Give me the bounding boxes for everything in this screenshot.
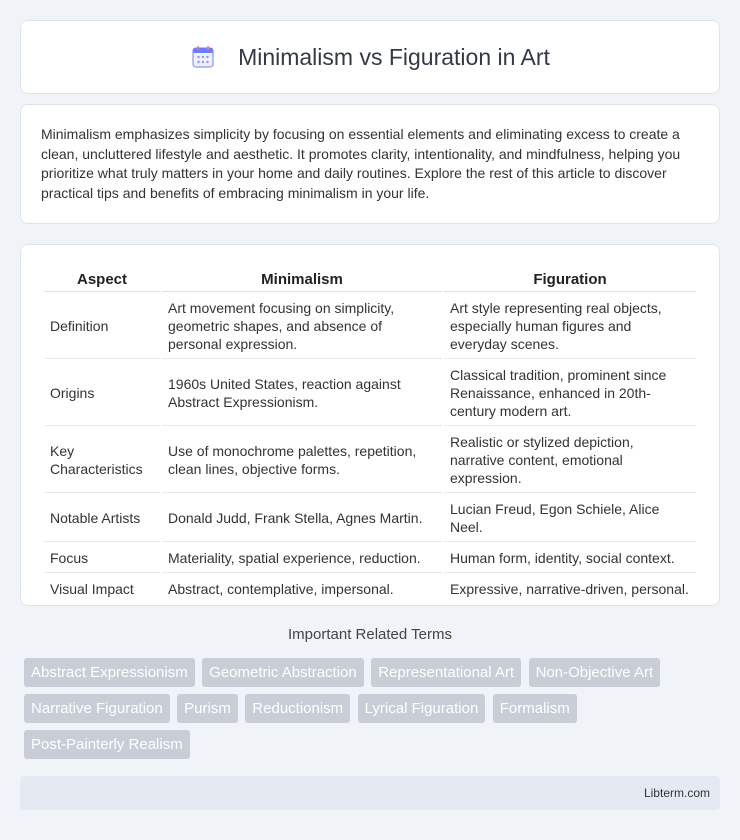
aspect-cell: Origins (44, 361, 160, 426)
table-row (44, 428, 696, 493)
tag-formalism[interactable]: Formalism (493, 694, 577, 723)
aspect-cell: Visual Impact (50, 581, 134, 597)
header-card (20, 20, 720, 94)
header-minimalism: Minimalism (162, 267, 442, 292)
footer (20, 776, 720, 810)
intro-text: Minimalism emphasizes simplicity by focusing on essential elements and eliminating excess to create a clean, uncluttered lifestyle and aesthetic. It promotes clarity, intentionality, and mindfulness, helping you prioritize what truly matters in your home and daily routines. Explore the rest of this article to discover practical tips and benefits of embracing minimalism in your life. (41, 126, 681, 201)
calendar-icon (190, 44, 216, 70)
table-row (44, 495, 696, 542)
table-row (44, 544, 696, 573)
minimalism-cell: Abstract, contemplative, impersonal. (168, 581, 394, 597)
table-header-row (44, 267, 696, 292)
minimalism-cell: 1960s United States, reaction against Abstract Expressionism. (162, 361, 442, 426)
tag-non-objective-art[interactable]: Non-Objective Art (529, 658, 661, 687)
aspect-cell: Definition (44, 294, 160, 359)
minimalism-cell: Materiality, spatial experience, reduction. (162, 544, 442, 573)
related-tags (24, 658, 724, 766)
title-wrap (190, 44, 550, 71)
footer-site-link[interactable]: Libterm.com (643, 786, 710, 800)
table-row (44, 294, 696, 359)
tag-lyrical-figuration[interactable]: Lyrical Figuration (358, 694, 486, 723)
aspect-cell: Key Characteristics (44, 428, 160, 493)
comparison-table-card (20, 244, 720, 606)
header-figuration: Figuration (444, 267, 696, 292)
figuration-cell: Human form, identity, social context. (444, 544, 696, 573)
figuration-cell: Realistic or stylized depiction, narrative content, emotional expression. (444, 428, 696, 493)
aspect-cell: Notable Artists (44, 495, 160, 542)
tag-post-painterly-realism[interactable]: Post-Painterly Realism (24, 730, 190, 759)
figuration-cell: Lucian Freud, Egon Schiele, Alice Neel. (444, 495, 696, 542)
figuration-cell: Art style representing real objects, especially human figures and everyday scenes. (444, 294, 696, 359)
tag-geometric-abstraction[interactable]: Geometric Abstraction (202, 658, 364, 687)
minimalism-cell: Donald Judd, Frank Stella, Agnes Martin. (162, 495, 442, 542)
page-title: Minimalism vs Figuration in Art (238, 43, 550, 70)
tag-narrative-figuration[interactable]: Narrative Figuration (24, 694, 170, 723)
header-aspect: Aspect (44, 267, 160, 292)
figuration-cell: Classical tradition, prominent since Renaissance, enhanced in 20th-century modern art. (444, 361, 696, 426)
minimalism-cell: Art movement focusing on simplicity, geometric shapes, and absence of personal expression. (162, 294, 442, 359)
tag-purism[interactable]: Purism (177, 694, 238, 723)
tag-reductionism[interactable]: Reductionism (245, 694, 350, 723)
related-terms-title: Important Related Terms (288, 626, 452, 643)
figuration-cell: Expressive, narrative-driven, personal. (450, 581, 689, 597)
intro-card (20, 104, 720, 224)
tag-representational-art[interactable]: Representational Art (371, 658, 521, 687)
tag-abstract-expressionism[interactable]: Abstract Expressionism (24, 658, 195, 687)
minimalism-cell: Use of monochrome palettes, repetition, clean lines, objective forms. (162, 428, 442, 493)
aspect-cell: Focus (44, 544, 160, 573)
comparison-table (42, 265, 698, 605)
table-row (44, 575, 696, 603)
table-row (44, 361, 696, 426)
